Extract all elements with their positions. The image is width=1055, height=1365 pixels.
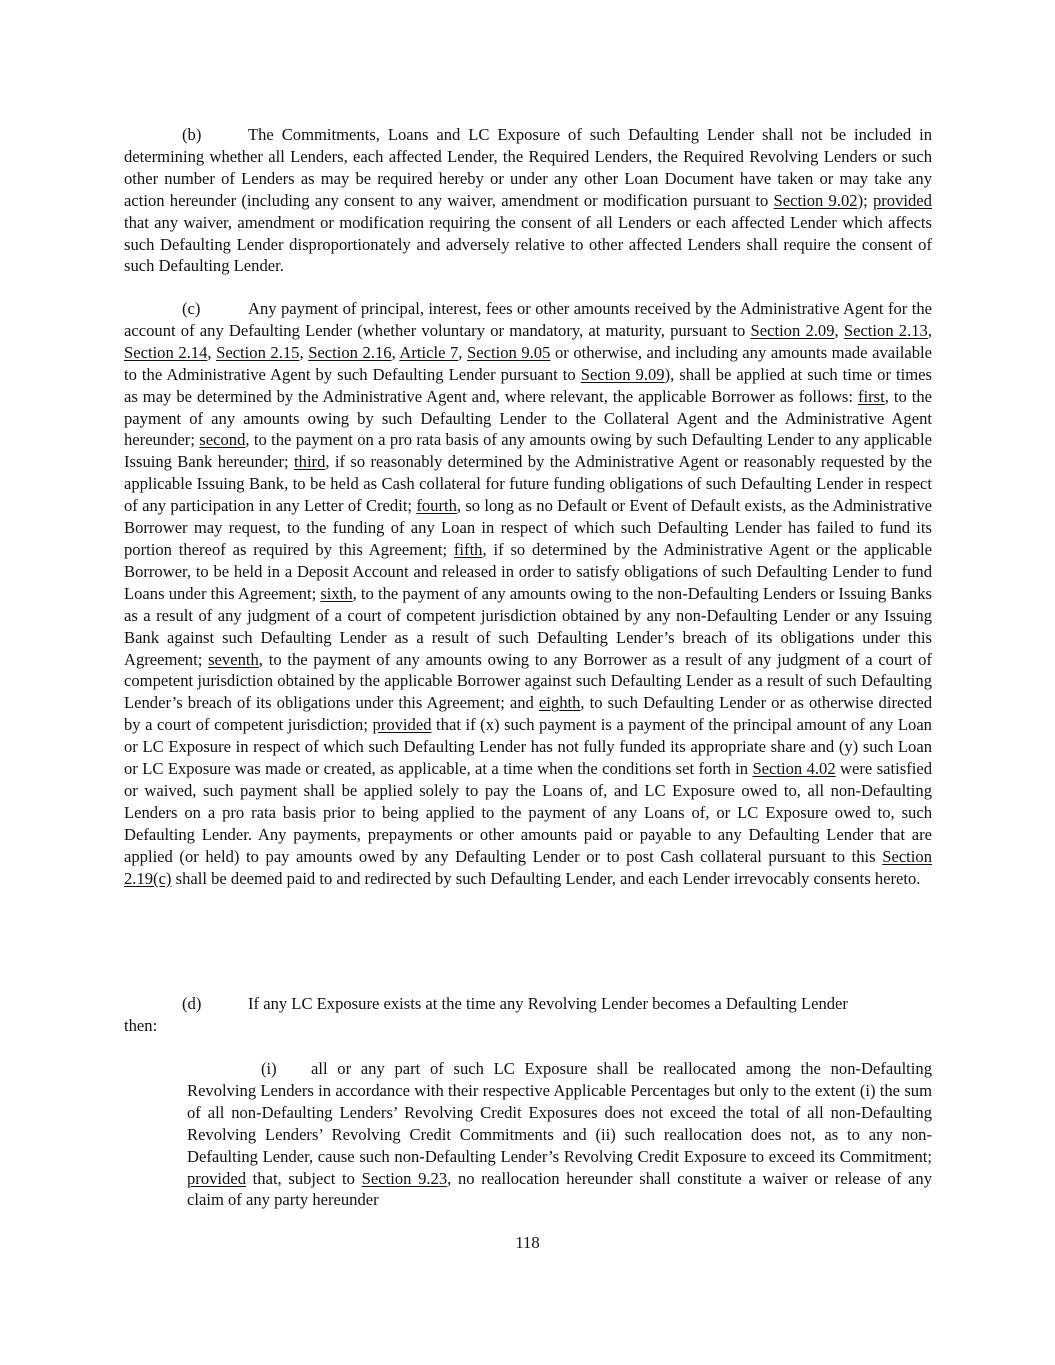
section-reference: Section 2.09: [750, 320, 835, 340]
paragraph-label: (c): [182, 299, 201, 318]
section-reference: Section 9.05: [467, 342, 551, 362]
section-reference: Section 9.02: [773, 190, 858, 210]
section-reference: Section 2.16: [308, 342, 392, 362]
section-reference: Section 4.02: [752, 759, 836, 779]
ordinal-term: fourth: [416, 496, 457, 516]
ordinal-term: third: [294, 452, 326, 472]
defined-term: provided: [187, 1168, 246, 1188]
subparagraph-d-i: (i) all or any part of such LC Exposure shall be reallocated among the non-Defaulting Revolving Lenders in accordance with their respective Applicable Percentages but only to the extent (i) the sum of all non-Defaulting Lenders’ Revolving Credit Exposures does not exceed the total of all non-Defaulting Revolving Lenders’ Revolving Credit Commitments and (ii) such reallocation does not, as to any non-Defaulting Lender, cause such non-Defaulting Lender’s Revolving Credit Exposure to exceed its Commitment; provided that, subject to Section 9.23, no reallocation hereunder shall constitute a waiver or release of any claim of any party hereunder: [187, 1059, 932, 1210]
paragraph-b: (b) The Commitments, Loans and LC Exposure of such Defaulting Lender shall not be included in determining whether all Lenders, each affected Lender, the Required Lenders, the Required Revolving Lenders or such other number of Lenders as may be required hereby or under any other Loan Document have taken or may take any action hereunder (including any consent to any waiver, amendment or modification pursuant to Section 9.02); provided that any waiver, amendment or modification requiring the consent of all Lenders or each affected Lender which affects such Defaulting Lender disproportionately and adversely relative to other affected Lenders shall require the consent of such Defaulting Lender.: [124, 125, 932, 276]
article-reference: Article 7: [399, 342, 459, 362]
paragraph-c: (c) Any payment of principal, interest, fees or other amounts received by the Administrative Agent for the account of any Defaulting Lender (whether voluntary or mandatory, at maturity, pursuant to Section 2.09, Section 2.13, Section 2.14, Section 2.15, Section 2.16, Article 7, Section 9.05 or otherwise, and including any amounts made available to the Administrative Agent by such Defaulting Lender pursuant to Section 9.09), shall be applied at such time or times as may be determined by the Administrative Agent and, where relevant, the applicable Borrower as follows: first, to the payment of any amounts owing by such Defaulting Lender to the Collateral Agent and the Administrative Agent hereunder; second, to the payment on a pro rata basis of any amounts owing by such Defaulting Lender to any applicable Issuing Bank hereunder; third, if so reasonably determined by the Administrative Agent or reasonably requested by the applicable Issuing Bank, to be held as Cash collateral for future funding obligations of such Defaulting Lender in respect of any participation in any Letter of Credit; fourth, so long as no Default or Event of Default exists, as the Administrative Borrower may request, to the funding of any Loan in respect of which such Defaulting Lender has failed to fund its portion thereof as required by this Agreement; fifth, if so determined by the Administrative Agent or the applicable Borrower, to be held in a Deposit Account and released in order to satisfy obligations of such Defaulting Lender to fund Loans under this Agreement; sixth, to the payment of any amounts owing to the non-Defaulting Lenders or Issuing Banks as a result of any judgment of a court of competent jurisdiction obtained by any non-Defaulting Lender or any Issuing Bank against such Defaulting Lender as a result of such Defaulting Lender’s breach of its obligations under this Agreement; seventh, to the payment of any amounts owing to any Borrower as a result of any judgment of a court of competent jurisdiction obtained by the applicable Borrower against such Defaulting Lender as a result of such Defaulting Lender’s breach of its obligations under this Agreement; and eighth, to such Defaulting Lender or as otherwise directed by a court of competent jurisdiction; provided that if (x) such payment is a payment of the principal amount of any Loan or LC Exposure in respect of which such Defaulting Lender has not fully funded its appropriate share and (y) such Loan or LC Exposure was made or created, as applicable, at a time when the conditions set forth in Section 4.02 were satisfied or waived, such payment shall be applied solely to pay the Loans of, and LC Exposure owed to, all non-Defaulting Lenders on a pro rata basis prior to being applied to the payment of any Loans of, or LC Exposure owed to, such Defaulting Lender. Any payments, prepayments or other amounts paid or payable to any Defaulting Lender that are applied (or held) to pay amounts owed by any Defaulting Lender or to post Cash collateral pursuant to this Section 2.19(c) shall be deemed paid to and redirected by such Defaulting Lender, and each Lender irrevocably consents hereto.: [124, 299, 933, 888]
defined-term: provided: [872, 190, 932, 210]
paragraph-label: (d): [182, 994, 202, 1013]
paragraph-d: (d) If any LC Exposure exists at the time any Revolving Lender becomes a Defaulting Lender then:: [124, 994, 848, 1035]
ordinal-term: fifth: [453, 539, 483, 559]
section-reference: Section 2.13: [843, 320, 928, 340]
paragraph-label: (b): [182, 125, 202, 144]
ordinal-term: second: [199, 430, 246, 450]
subparagraph-label: (i): [261, 1059, 277, 1078]
section-reference: Section 9.09: [580, 364, 665, 384]
section-reference: Section 2.14: [124, 342, 208, 362]
section-reference: Section 2.19(c): [124, 846, 932, 888]
ordinal-term: first: [857, 386, 885, 406]
defined-term: provided: [372, 715, 432, 735]
page-number: 118: [515, 1233, 540, 1252]
section-reference: Section 2.15: [216, 342, 300, 362]
section-reference: Section 9.23: [361, 1168, 448, 1188]
ordinal-term: sixth: [320, 583, 353, 603]
ordinal-term: seventh: [208, 649, 259, 669]
ordinal-term: eighth: [538, 693, 581, 713]
